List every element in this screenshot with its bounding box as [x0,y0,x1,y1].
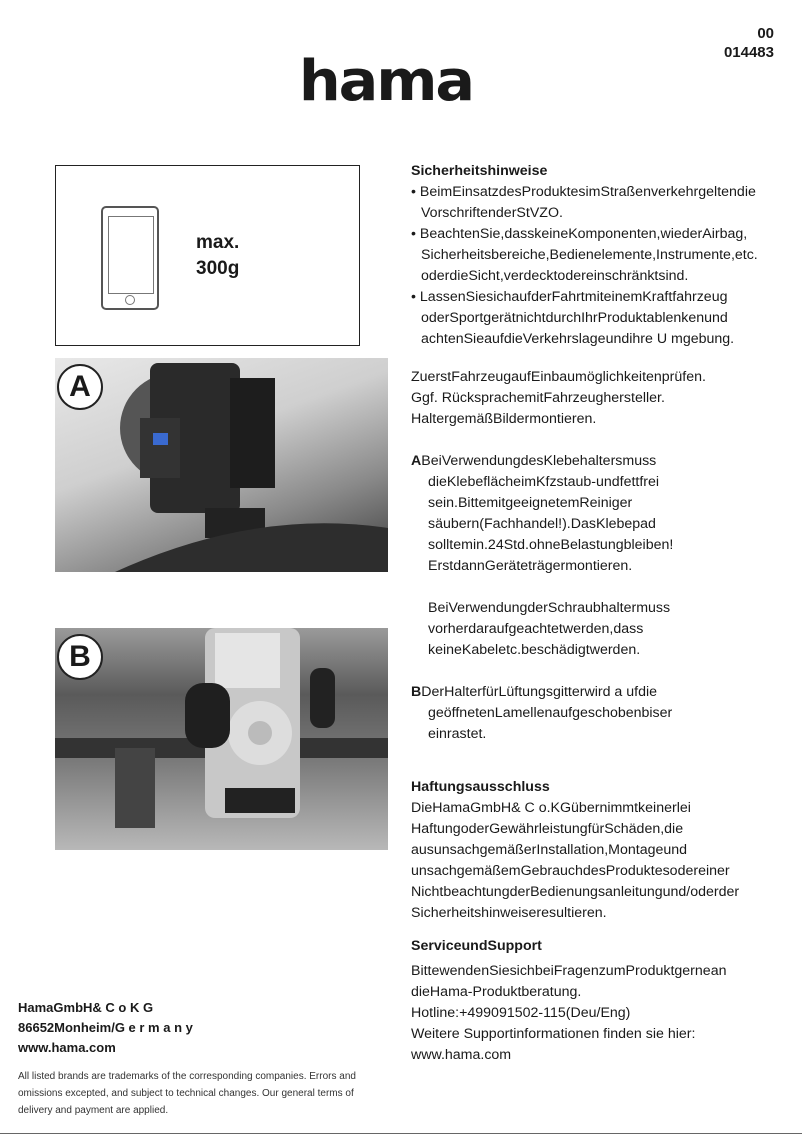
support-line: dieHama-Produktberatung. [411,984,582,1000]
figure-a-photo [55,358,388,572]
figure-a-label: A [57,364,103,410]
intro-line: Ggf. RücksprachemitFahrzeughersteller. [411,390,665,406]
safety-bullet: • LassenSiesichaufderFahrtmiteinemKraftfahrzeug oderSportgerätnichtdurchIhrProduktablenkenund achtenSieaufdieVerkehrslageundihre U mgebung. [411,289,735,347]
bullet-text: BeachtenSie,dasskeineKomponenten,wiederAirbag, Sicherheitsbereiche,Bedienelemente,Instrumente,etc. oderdieSicht,verdecktodereinschränktsind. [419,226,758,284]
dashboard-mount-illustration [55,358,388,572]
liability-line: HaftungoderGewährleistungfürSchäden,die [411,821,684,837]
bullet-text: LassenSiesichaufderFahrtmiteinemKraftfahrzeug oderSportgerätnichtdurchIhrProduktablenkenund achtenSieaufdieVerkehrslageundihre U mgebung. [419,289,735,347]
company-address [18,998,193,1058]
step-a-text: solltemin.24Std.ohneBelastungbleiben! [428,537,674,553]
step-b-text: einrastet. [428,726,487,742]
step-a-section [411,451,673,661]
code-line-1: 00 [757,25,774,42]
step-a-text: säubern(Fachhandel!).DasKlebepad [428,516,656,532]
company-city: 86652Monheim/G e r m a n y [18,1020,193,1035]
safety-title: Sicherheitshinweise [411,163,548,179]
legal-disclaimer: All listed brands are trademarks of the corresponding companies. Errors and omissions excepted, and subject to technical changes. Our general terms of delivery and payment are applied. [18,1071,356,1116]
code-line-2: 014483 [723,44,774,61]
step-a-text: BeiVerwendungdesKlebehaltersmuss [421,453,657,469]
max-weight-label [196,230,239,282]
step-b-text: DerHalterfürLüftungsgitterwird a ufdie [421,684,658,700]
company-name: HamaGmbH& C o K G [18,1000,154,1015]
bullet-text: BeimEinsatzdesProduktesimStraßenverkehrgeltendie VorschriftenderStVZO. [419,184,756,221]
step-a-text: sein.BittemitgeeignetemReiniger [428,495,633,511]
liability-line: ausunsachgemäßerInstallation,Montageund [411,842,688,858]
intro-line: ZuerstFahrzeugaufEinbaumöglichkeitenprüfen. [411,369,706,385]
support-title: ServiceundSupport [411,938,542,954]
tablet-icon [101,206,159,310]
hotline: Hotline:+499091502-115(Deu/Eng) [411,1005,631,1021]
article-number [724,24,774,62]
safety-bullet: • BeachtenSie,dasskeineKomponenten,wiederAirbag, Sicherheitsbereiche,Bedienelemente,Instrumente,etc. oderdieSicht,verdecktodereinschränktsind. [411,226,758,284]
step-a-text: ErstdannGeräteträgermontieren. [428,558,633,574]
liability-line: unsachgemäßemGebrauchdesProduktesodereiner [411,863,730,879]
company-website-link[interactable]: www.hama.com [18,1040,116,1055]
liability-line: Sicherheitshinweiseresultieren. [411,905,607,921]
step-a-letter: A [411,453,422,469]
max-weight-box [55,165,360,346]
vent-mount-illustration [55,628,388,850]
figure-b-photo [55,628,388,850]
hama-logo: hama [298,49,473,114]
step-a-text: keineKabeletc.beschädigtwerden. [428,642,641,658]
safety-section [411,161,802,350]
max-label: max. [196,232,240,253]
step-a-text: dieKlebeflächeimKfzstaub-undfettfrei [428,474,660,490]
liability-line: DieHamaGmbH& C o.KGübernimmtkeinerlei [411,800,691,816]
figure-b-label: B [57,634,103,680]
support-section [411,936,726,1066]
safety-bullet: • BeimEinsatzdesProduktesimStraßenverkehrgeltendie VorschriftenderStVZO. [411,184,756,221]
step-a-text: vorherdaraufgeachtetwerden,dass [428,621,644,637]
bottom-divider [0,1133,802,1134]
support-website-link[interactable]: www.hama.com [411,1047,512,1063]
support-line: BittewendenSiesichbeiFragenzumProduktgernean [411,963,727,979]
intro-line: HaltergemäßBildermontieren. [411,411,597,427]
step-b-text: geöffnetenLamellenaufgeschobenbiser [428,705,673,721]
intro-section [411,367,706,430]
step-b-letter: B [411,684,422,700]
liability-title: Haftungsausschluss [411,779,550,795]
support-line: Weitere Supportinformationen finden sie hier: [411,1026,696,1042]
weight-value: 300g [196,258,240,279]
step-a-text: BeiVerwendungderSchraubhaltermuss [428,600,671,616]
liability-section [411,777,739,924]
step-b-section [411,682,672,745]
liability-line: NichtbeachtungderBedienungsanleitungund/oderder [411,884,740,900]
